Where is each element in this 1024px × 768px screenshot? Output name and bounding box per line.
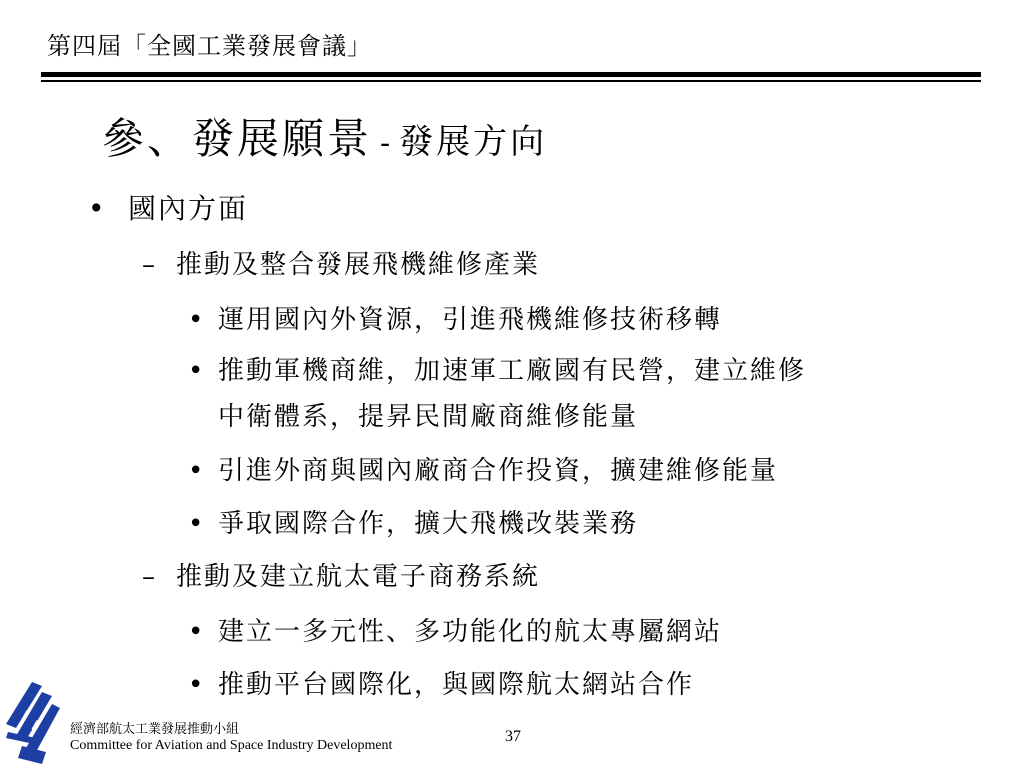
sub-bullet-text: 運用國內外資源，引進飛機維修技術移轉	[218, 305, 723, 335]
sub-bullet	[188, 299, 722, 336]
slide-title	[102, 106, 547, 166]
page-number: 37	[505, 728, 521, 745]
sub-bullet-text: 爭取國際合作，擴大飛機改裝業務	[218, 509, 639, 539]
bullet-marker: •	[88, 192, 107, 225]
sub-bullet-text: 推動軍機商維，加速軍工廠國有民營，建立維修	[218, 356, 807, 386]
bullet-marker: •	[188, 509, 206, 539]
dash-text: 推動及整合發展飛機維修產業	[176, 250, 541, 280]
bullet-marker: •	[188, 456, 206, 486]
header-rule-thin	[41, 80, 981, 82]
dash-item	[142, 556, 540, 593]
bullet-marker: •	[188, 670, 206, 700]
bullet-text: 國內方面	[128, 192, 249, 225]
sub-bullet-continuation: 中衛體系，提昇民間廠商維修能量	[218, 402, 639, 432]
bullet-marker: •	[188, 617, 206, 647]
committee-logo-icon	[2, 680, 60, 766]
footer-org-en: Committee for Aviation and Space Industry Development	[70, 738, 393, 753]
slide-header: 第四屆「全國工業發展會議」	[47, 32, 372, 60]
footer-org-cn: 經濟部航太工業發展推動小組	[70, 722, 240, 737]
sub-bullet	[188, 664, 694, 701]
dash-item	[142, 244, 540, 281]
bullet-marker: •	[188, 305, 206, 335]
dash-marker: –	[142, 562, 157, 592]
title-sub: 發展方向	[399, 122, 548, 162]
dash-text: 推動及建立航太電子商務系統	[176, 562, 541, 592]
header-rule-thick	[41, 72, 981, 77]
title-dash: -	[380, 126, 394, 161]
bullet-marker: •	[188, 356, 206, 386]
sub-bullet-text: 引進外商與國內廠商合作投資，擴建維修能量	[218, 456, 779, 486]
sub-bullet	[188, 611, 722, 648]
bullet-level1	[88, 187, 248, 227]
sub-bullet-text: 推動平台國際化，與國際航太網站合作	[218, 670, 695, 700]
title-main: 參、發展願景	[102, 114, 373, 163]
sub-bullet	[188, 450, 778, 487]
sub-bullet	[188, 350, 806, 387]
sub-bullet	[188, 503, 638, 540]
dash-marker: –	[142, 250, 157, 280]
sub-bullet-text: 建立一多元性、多功能化的航太專屬網站	[218, 617, 723, 647]
